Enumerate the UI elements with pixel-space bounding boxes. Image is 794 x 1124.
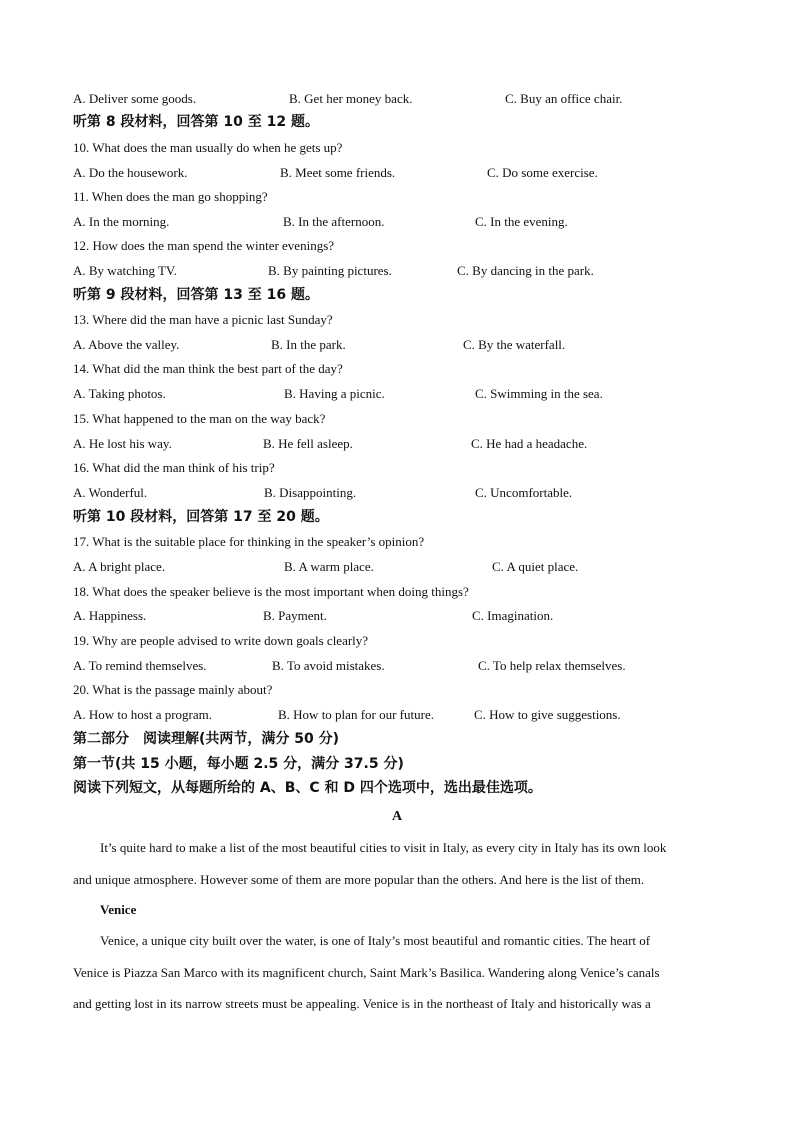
q19-stem: 19. Why are people advised to write down goals clearly?: [73, 633, 369, 648]
q18-option-b: B. Payment.: [263, 608, 327, 623]
q20-option-b: B. How to plan for our future.: [278, 707, 434, 722]
q15-stem: 15. What happened to the man on the way back?: [73, 411, 326, 426]
q14-stem: 14. What did the man think the best part of the day?: [73, 361, 343, 376]
passage-label: A: [391, 809, 403, 824]
part2-title: 第二部分 阅读理解(共两节，满分 50 分): [73, 731, 340, 747]
q20-option-c: C. How to give suggestions.: [474, 707, 621, 722]
q9-option-a: A. Deliver some goods.: [73, 91, 197, 106]
q19-option-c: C. To help relax themselves.: [478, 658, 626, 673]
section10-header: 听第 10 段材料，回答第 17 至 20 题。: [73, 509, 329, 525]
q11-option-c: C. In the evening.: [475, 214, 568, 229]
q17-option-a: A. A bright place.: [73, 559, 166, 574]
q20-option-a: A. How to host a program.: [73, 707, 213, 722]
q12-option-b: B. By painting pictures.: [268, 263, 392, 278]
q13-option-b: B. In the park.: [271, 337, 346, 352]
q16-option-a: A. Wonderful.: [73, 485, 148, 500]
q10-stem: 10. What does the man usually do when he gets up?: [73, 140, 343, 155]
venice-line-3: and getting lost in its narrow streets must be appealing. Venice is in the northeast of Italy and historically was a: [73, 996, 651, 1011]
section9-header: 听第 9 段材料，回答第 13 至 16 题。: [73, 287, 319, 303]
q18-stem: 18. What does the speaker believe is the most important when doing things?: [73, 584, 469, 599]
q16-stem: 16. What did the man think of his trip?: [73, 460, 275, 475]
q20-stem: 20. What is the passage mainly about?: [73, 682, 273, 697]
venice-line-1: Venice, a unique city built over the water, is one of Italy’s most beautiful and romantic cities. The heart of: [100, 933, 651, 948]
q11-stem: 11. When does the man go shopping?: [73, 189, 268, 204]
part2-section1: 第一节(共 15 小题，每小题 2.5 分，满分 37.5 分): [73, 756, 404, 772]
passage-intro-line-2: and unique atmosphere. However some of them are more popular than the others. And here is the list of them.: [73, 872, 645, 887]
q15-option-b: B. He fell asleep.: [263, 436, 353, 451]
q10-option-a: A. Do the housework.: [73, 165, 188, 180]
q19-option-a: A. To remind themselves.: [73, 658, 207, 673]
q9-option-b: B. Get her money back.: [289, 91, 413, 106]
q12-option-a: A. By watching TV.: [73, 263, 177, 278]
q11-option-a: A. In the morning.: [73, 214, 170, 229]
q18-option-a: A. Happiness.: [73, 608, 147, 623]
q18-option-c: C. Imagination.: [472, 608, 554, 623]
q12-stem: 12. How does the man spend the winter evenings?: [73, 238, 335, 253]
q17-option-c: C. A quiet place.: [492, 559, 579, 574]
part2-instructions: 阅读下列短文，从每题所给的 A、B、C 和 D 四个选项中，选出最佳选项。: [73, 780, 542, 796]
q10-option-b: B. Meet some friends.: [280, 165, 396, 180]
q9-option-c: C. Buy an office chair.: [505, 91, 623, 106]
q14-option-c: C. Swimming in the sea.: [475, 386, 603, 401]
q14-option-b: B. Having a picnic.: [284, 386, 385, 401]
section8-header: 听第 8 段材料，回答第 10 至 12 题。: [73, 114, 319, 130]
venice-line-2: Venice is Piazza San Marco with its magnificent church, Saint Mark’s Basilica. Wandering along Venice’s canals: [73, 965, 660, 980]
q17-stem: 17. What is the suitable place for thinking in the speaker’s opinion?: [73, 534, 425, 549]
q14-option-a: A. Taking photos.: [73, 386, 166, 401]
venice-title: Venice: [100, 902, 137, 917]
q15-option-a: A. He lost his way.: [73, 436, 172, 451]
q13-option-c: C. By the waterfall.: [463, 337, 566, 352]
q16-option-c: C. Uncomfortable.: [475, 485, 573, 500]
passage-intro-line-1: It’s quite hard to make a list of the most beautiful cities to visit in Italy, as every city in Italy has its own look: [100, 840, 667, 855]
q15-option-c: C. He had a headache.: [471, 436, 588, 451]
q12-option-c: C. By dancing in the park.: [457, 263, 594, 278]
q10-option-c: C. Do some exercise.: [487, 165, 598, 180]
q19-option-b: B. To avoid mistakes.: [272, 658, 385, 673]
q16-option-b: B. Disappointing.: [264, 485, 357, 500]
q17-option-b: B. A warm place.: [284, 559, 374, 574]
q13-stem: 13. Where did the man have a picnic last Sunday?: [73, 312, 333, 327]
q11-option-b: B. In the afternoon.: [283, 214, 385, 229]
q13-option-a: A. Above the valley.: [73, 337, 180, 352]
